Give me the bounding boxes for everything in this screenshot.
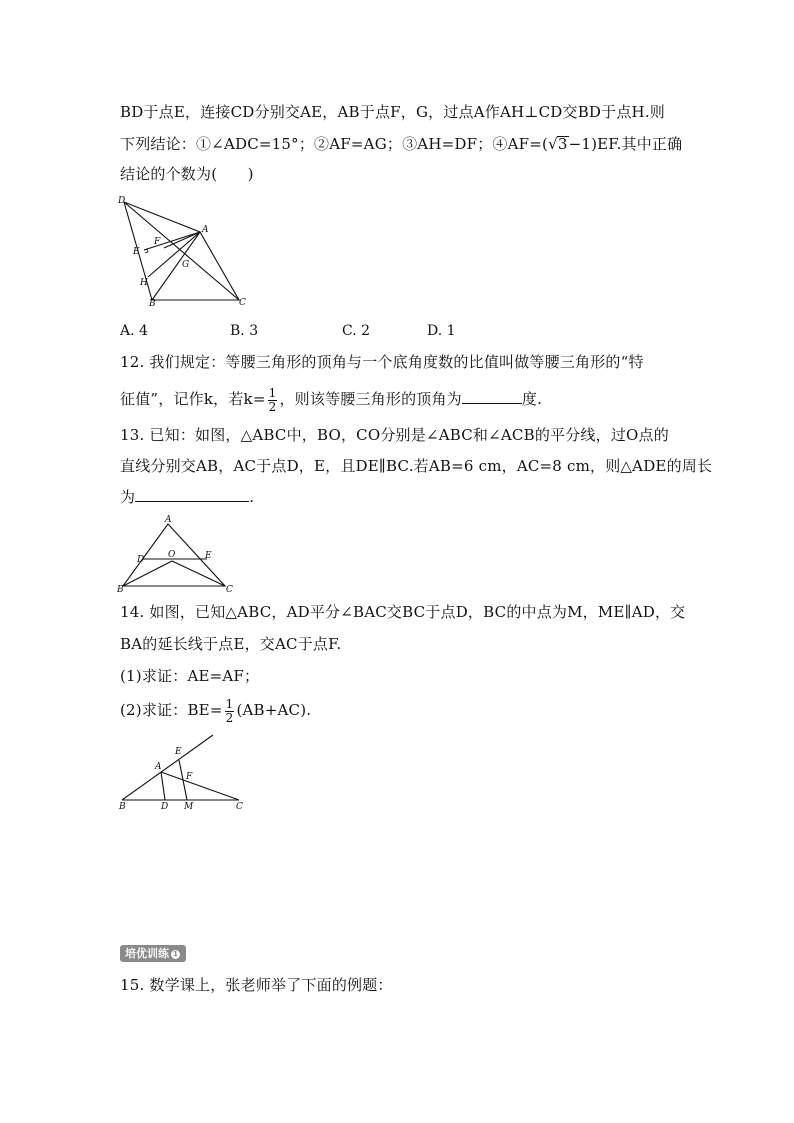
q11-label-g: G xyxy=(182,260,190,270)
q11-line-2b: −1)EF.其中正确 xyxy=(568,135,683,153)
q13-line-co xyxy=(172,561,225,586)
q11-right-angle-mark xyxy=(144,249,148,253)
q13-line-3a: 为 xyxy=(120,488,136,506)
q12-line-2b: ，则该等腰三角形的顶角为 xyxy=(279,390,462,408)
q12-fraction xyxy=(268,387,278,414)
q13-label-o: O xyxy=(168,550,176,560)
q13-answer-blank xyxy=(135,487,249,502)
section-badge-number: 1 xyxy=(171,950,180,959)
q11-figure xyxy=(115,193,255,308)
q14-frac-num: 1 xyxy=(225,696,234,711)
q11-line-2a: 下列结论：①∠ADC=15°；②AF=AG；③AH=DF；④AF=( xyxy=(120,135,549,153)
q14-line-ad xyxy=(161,772,165,800)
q15-line-1: 15. 数学课上，张老师举了下面的例题： xyxy=(120,976,393,994)
q12-line-2c: 度. xyxy=(521,390,543,408)
q13-label-c: C xyxy=(226,585,233,594)
q13-line-2: 直线分别交AB，AC于点D，E，且DE∥BC.若AB=6 cm，AC=8 cm，则△ADE的周长 xyxy=(120,457,713,475)
q12-line-1: 12. 我们规定：等腰三角形的顶角与一个底角度数的比值叫做等腰三角形的“特 xyxy=(120,353,644,371)
sqrt-value: 3 xyxy=(557,135,568,153)
q12-frac-num: 1 xyxy=(268,385,277,400)
q14-fraction xyxy=(225,698,235,725)
q14-label-b: B xyxy=(119,802,126,812)
q11-label-a: A xyxy=(202,225,209,235)
q13-line-bo xyxy=(123,561,172,586)
q14-part-2a: (2)求证：BE= xyxy=(120,701,223,719)
q12-answer-blank xyxy=(462,389,522,404)
q14-label-a: A xyxy=(155,762,162,772)
section-badge-label: 培优训练 xyxy=(125,947,169,960)
q13-line-3b: . xyxy=(249,488,255,506)
q11-figure-edge-ae xyxy=(144,232,200,250)
option-d: D. 1 xyxy=(427,323,456,339)
option-a: A. 4 xyxy=(120,323,148,339)
q14-part-1: (1)求证：AE=AF； xyxy=(120,667,260,685)
q14-figure xyxy=(115,733,250,813)
q11-label-f: F xyxy=(154,237,161,247)
q14-line-ac xyxy=(161,772,239,800)
q14-frac-den: 2 xyxy=(225,710,234,725)
q14-line-2: BA的延长线于点E，交AC于点F. xyxy=(120,635,342,653)
q12-line-2 xyxy=(120,384,542,414)
q14-label-e: E xyxy=(175,747,182,757)
q13-label-a: A xyxy=(165,515,172,525)
q11-label-c: C xyxy=(239,298,246,308)
q11-line-1: BD于点E，连接CD分别交AE，AB于点F，G，过点A作AH⊥CD交BD于点H.则 xyxy=(120,103,665,121)
q14-label-f: F xyxy=(186,772,193,782)
q11-label-h: H xyxy=(140,278,148,288)
q13-label-b: B xyxy=(117,585,124,594)
q11-line-3: 结论的个数为( ) xyxy=(120,165,254,183)
option-c: C. 2 xyxy=(342,323,371,339)
q14-line-1: 14. 如图，已知△ABC，AD平分∠BAC交BC于点D，BC的中点为M，ME∥AD，交 xyxy=(120,603,686,621)
section-badge xyxy=(120,945,186,962)
option-b: B. 3 xyxy=(230,323,259,339)
q11-label-b: B xyxy=(149,299,156,308)
q14-part-2 xyxy=(120,695,311,725)
q11-line-2: 下列结论：①∠ADC=15°；②AF=AG；③AH=DF；④AF=(√3−1)EF.其中正确 xyxy=(120,135,683,153)
q13-label-d: D xyxy=(137,555,145,565)
q14-line-ba-extended xyxy=(122,735,213,800)
q11-label-e: E xyxy=(133,247,140,257)
q12-frac-den: 2 xyxy=(268,399,277,414)
q14-label-d: D xyxy=(161,802,169,812)
q14-part-2b: (AB+AC). xyxy=(236,701,312,719)
q14-label-c: C xyxy=(236,802,243,812)
q14-label-m: M xyxy=(184,802,194,812)
q13-line-1: 13. 已知：如图，△ABC中，BO，CO分别是∠ABC和∠ACB的平分线，过O点的 xyxy=(120,426,669,444)
q13-figure xyxy=(115,512,245,594)
q12-line-2a: 征值”，记作k，若k= xyxy=(120,390,266,408)
q13-line-3 xyxy=(120,487,254,507)
q11-label-d: D xyxy=(118,196,126,206)
q13-label-e: E xyxy=(205,551,212,561)
